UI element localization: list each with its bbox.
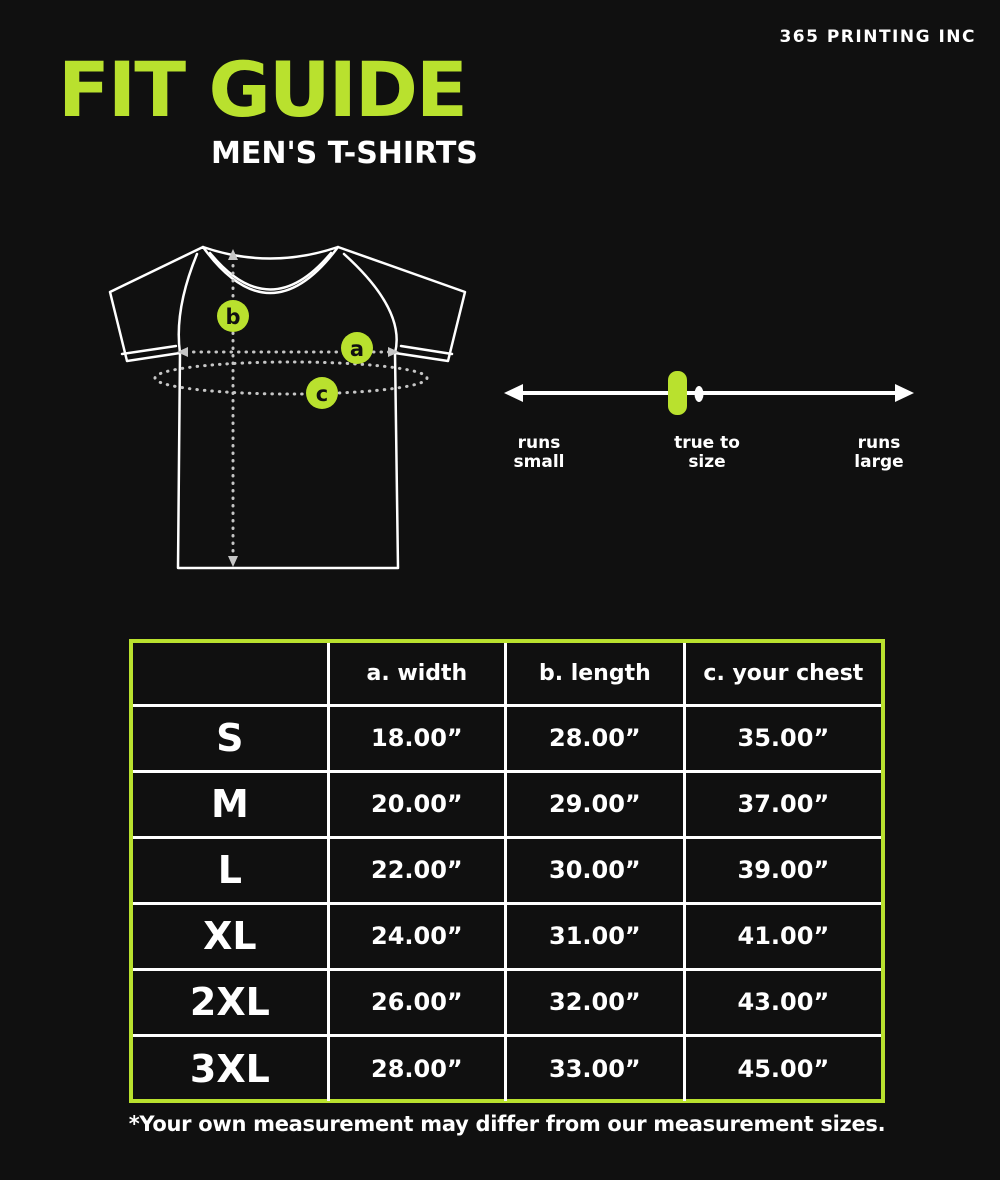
table-row-xl [133, 903, 881, 969]
scale-arrow-left-icon [504, 384, 523, 402]
scale-tick-dot [695, 386, 704, 402]
table-row-l [133, 837, 881, 903]
scale-arrow-right-icon [895, 384, 914, 402]
size-cell: 2XL [133, 969, 328, 1035]
width-arrow-right-icon [388, 347, 399, 357]
size-cell: 3XL [133, 1035, 328, 1101]
table-row-3xl [133, 1035, 881, 1101]
length-cell: 29.00” [505, 771, 684, 837]
chest-dotted-ellipse [155, 362, 427, 394]
header-row [133, 643, 881, 705]
left-sleeve-seam [179, 254, 197, 353]
table-row-s [133, 705, 881, 771]
size-cell: M [133, 771, 328, 837]
header-width: a. width [328, 643, 505, 705]
size-chart-container [129, 639, 885, 1103]
page-subtitle: MEN'S T-SHIRTS [211, 136, 478, 171]
footnote-text: *Your own measurement may differ from our measurement sizes. [128, 1112, 886, 1136]
width-cell: 26.00” [328, 969, 505, 1035]
width-cell: 28.00” [328, 1035, 505, 1101]
marker-a-label: a [349, 337, 365, 361]
table-row-m [133, 771, 881, 837]
chest-cell: 39.00” [684, 837, 881, 903]
header-length: b. length [505, 643, 684, 705]
chest-cell: 37.00” [684, 771, 881, 837]
size-cell: L [133, 837, 328, 903]
page-title: FIT GUIDE [58, 45, 466, 134]
length-cell: 33.00” [505, 1035, 684, 1101]
tshirt-outline [110, 247, 465, 568]
width-cell: 22.00” [328, 837, 505, 903]
scale-label-runs-small: runs small [513, 433, 565, 472]
scale-label-runs-large: runs large [854, 433, 904, 472]
width-cell: 20.00” [328, 771, 505, 837]
length-cell: 28.00” [505, 705, 684, 771]
size-cell: S [133, 705, 328, 771]
scale-indicator-pill [668, 371, 687, 415]
length-cell: 30.00” [505, 837, 684, 903]
right-cuff-line [401, 346, 452, 354]
chest-cell: 41.00” [684, 903, 881, 969]
brand-text: 365 PRINTING INC [779, 27, 976, 47]
table-row-2xl [133, 969, 881, 1035]
header-chest: c. your chest [684, 643, 881, 705]
collar-back-line [203, 247, 338, 259]
length-arrow-down-icon [228, 556, 238, 567]
length-cell: 32.00” [505, 969, 684, 1035]
marker-c-chest [306, 377, 338, 409]
fit-scale [490, 340, 940, 430]
left-cuff-line [122, 346, 176, 354]
width-cell: 24.00” [328, 903, 505, 969]
tshirt-diagram [80, 220, 500, 600]
length-cell: 31.00” [505, 903, 684, 969]
chest-cell: 35.00” [684, 705, 881, 771]
width-cell: 18.00” [328, 705, 505, 771]
marker-b-length [217, 300, 249, 332]
chest-cell: 45.00” [684, 1035, 881, 1101]
size-cell: XL [133, 903, 328, 969]
scale-label-true-to-size: true to size [674, 433, 740, 472]
marker-b-label: b [225, 305, 241, 329]
marker-a-width [341, 332, 373, 364]
header-size [133, 643, 328, 705]
marker-c-label: c [315, 382, 329, 406]
chest-cell: 43.00” [684, 969, 881, 1035]
size-chart-table [133, 643, 881, 1101]
